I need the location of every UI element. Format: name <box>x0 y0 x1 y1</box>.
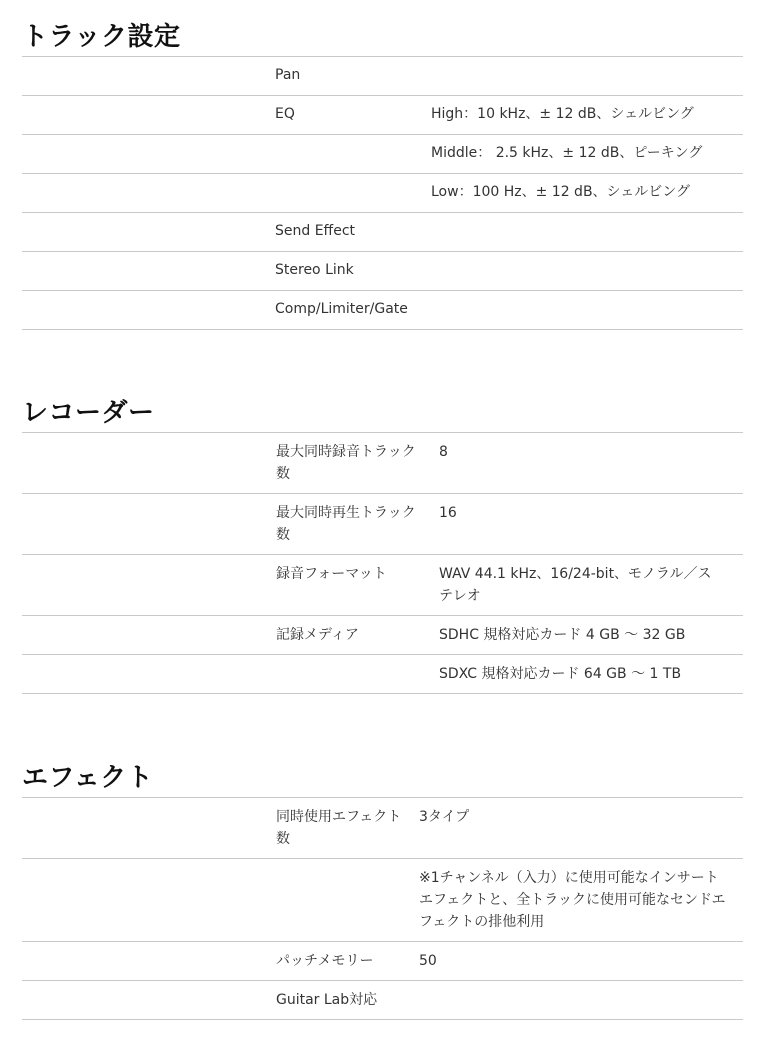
row-label: パッチメモリー <box>276 953 374 969</box>
divider <box>22 693 743 694</box>
divider <box>22 251 743 252</box>
row-label: Send Effect <box>275 223 356 239</box>
row-label: Pan <box>275 67 301 83</box>
section-title: レコーダー <box>22 398 155 428</box>
divider <box>22 941 743 942</box>
row-label: 同時使用エフェクト数 <box>276 809 402 847</box>
row-label: 最大同時録音トラック数 <box>276 444 416 482</box>
row-value: 50 <box>419 953 437 969</box>
row-value: 3タイプ <box>419 809 470 825</box>
divider <box>22 56 743 57</box>
divider <box>22 493 743 494</box>
divider <box>22 980 743 981</box>
row-value: 8 <box>439 444 448 460</box>
row-value: ※1チャンネル（入力）に使用可能なインサートエフェクトと、全トラックに使用可能なセンドエフェクトの排他利用 <box>419 870 726 930</box>
divider <box>22 1019 743 1020</box>
divider <box>22 432 743 433</box>
divider <box>22 173 743 174</box>
row-value: 16 <box>439 505 457 521</box>
divider <box>22 134 743 135</box>
row-label: Comp/Limiter/Gate <box>275 301 408 317</box>
divider <box>22 290 743 291</box>
row-value: Low：100 Hz、± 12 dB、シェルビング <box>431 184 690 200</box>
section-title: トラック設定 <box>22 22 181 52</box>
row-value: SDXC 規格対応カード 64 GB 〜 1 TB <box>439 666 682 682</box>
row-label: 記録メディア <box>276 627 359 643</box>
row-label: Stereo Link <box>275 262 354 278</box>
row-value: SDHC 規格対応カード 4 GB 〜 32 GB <box>439 627 686 643</box>
divider <box>22 329 743 330</box>
divider <box>22 95 743 96</box>
row-label: 最大同時再生トラック数 <box>276 505 416 543</box>
row-label: Guitar Lab対応 <box>276 992 378 1008</box>
row-value: High：10 kHz、± 12 dB、シェルビング <box>431 106 694 122</box>
divider <box>22 654 743 655</box>
divider <box>22 797 743 798</box>
divider <box>22 554 743 555</box>
row-value: WAV 44.1 kHz、16/24-bit、モノラル／ステレオ <box>439 566 712 604</box>
row-label: EQ <box>275 106 295 122</box>
divider <box>22 858 743 859</box>
row-value: Middle： 2.5 kHz、± 12 dB、ピーキング <box>431 145 703 161</box>
divider <box>22 212 743 213</box>
row-label: 録音フォーマット <box>276 566 387 582</box>
divider <box>22 615 743 616</box>
section-title: エフェクト <box>22 763 154 793</box>
